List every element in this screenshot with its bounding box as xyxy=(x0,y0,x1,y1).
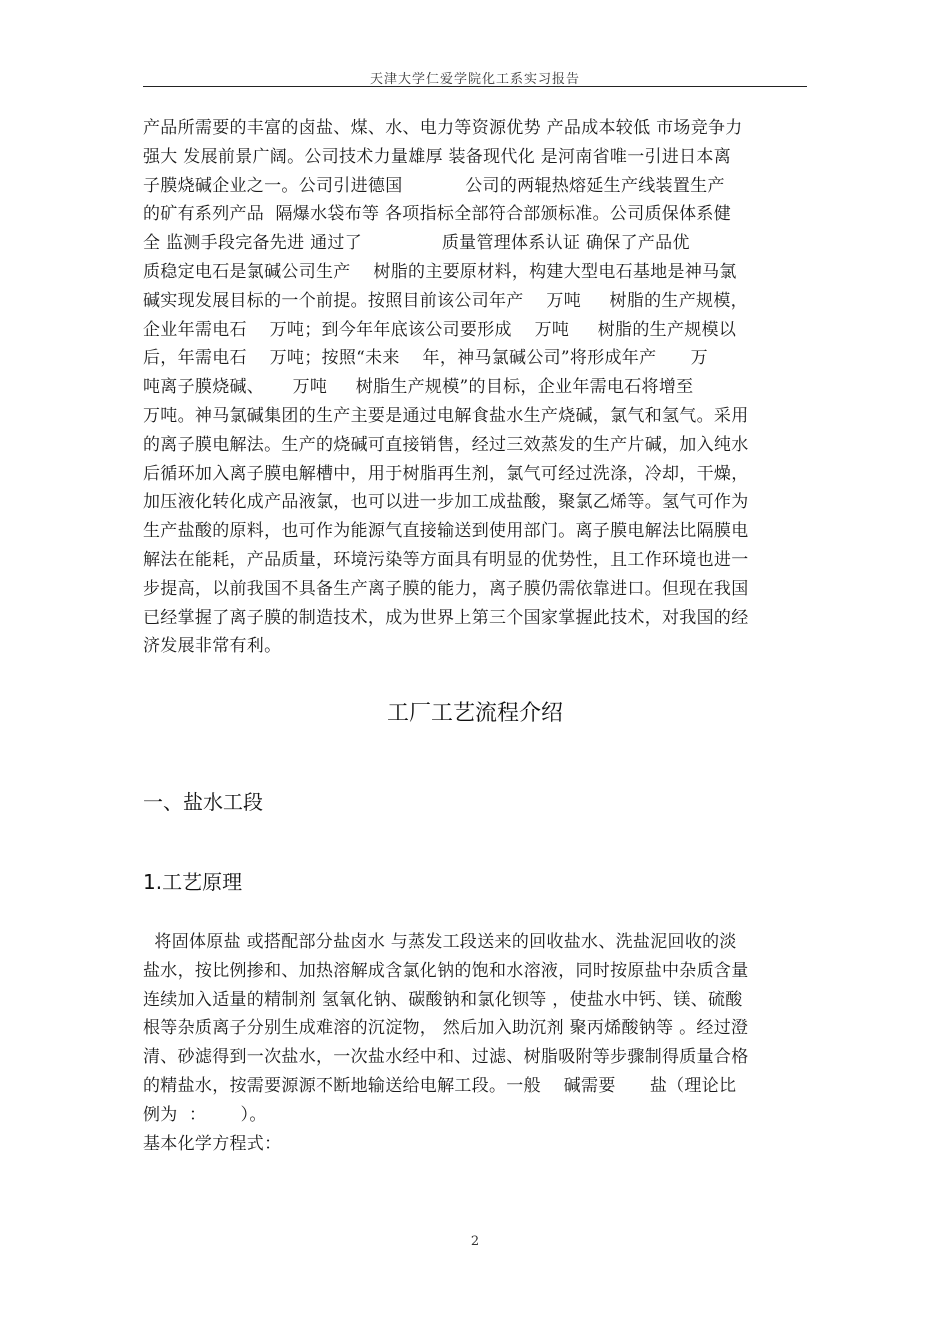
text-line: 连续加入适量的精制剂 氢氧化钠、碳酸钠和氯化钡等 ，使盐水中钙、镁、硫酸 xyxy=(143,989,743,1010)
text-line: 后，年需电石 万吨；按照“未来 年，神马氯碱公司”将形成年产 万 xyxy=(143,348,708,369)
text-line: 基本化学方程式： xyxy=(143,1133,282,1154)
text-line: 万吨。神马氯碱集团的生产主要是通过电解食盐水生产烧碱，氯气和氢气。采用 xyxy=(143,405,749,426)
text-line: 后循环加入离子膜电解槽中，用于树脂再生剂，氯气可经过洗涤，冷却，干燥， xyxy=(143,463,749,484)
text-line: 盐水，按比例掺和、加热溶解成含氯化钠的饱和水溶液，同时按原盐中杂质含量 xyxy=(143,960,749,981)
text-line: 产品所需要的丰富的卤盐、煤、水、电力等资源优势 产品成本较低 市场竞争力 xyxy=(143,118,743,138)
text-line: 吨离子膜烧碱、 万吨 树脂生产规模”的目标，企业年需电石将增至 xyxy=(143,377,694,398)
text-line: 将固体原盐 或搭配部分盐卤水 与蒸发工段送来的回收盐水、洗盐泥回收的淡 xyxy=(143,932,737,952)
text-line: 生产盐酸的原料，也可作为能源气直接输送到使用部门。离子膜电解法比隔膜电 xyxy=(143,521,749,542)
text-line: 清、砂滤得到一次盐水，一次盐水经中和、过滤、树脂吸附等步骤制得质量合格 xyxy=(143,1047,749,1068)
text-line: 的离子膜电解法。生产的烧碱可直接销售，经过三效蒸发的生产片碱，加入纯水 xyxy=(143,434,749,455)
page-header: 天津大学仁爱学院化工系实习报告 xyxy=(369,72,580,87)
section-heading-brine: 一、盐水工段 xyxy=(143,790,263,814)
text-line: 济发展非常有利。 xyxy=(143,636,282,657)
text-line: 企业年需电石 万吨；到今年年底该公司要形成 万吨 树脂的生产规模以 xyxy=(143,319,737,340)
text-line: 已经掌握了离子膜的制造技术，成为世界上第三个国家掌握此技术，对我国的经 xyxy=(143,607,749,628)
text-line: 质稳定电石是氯碱公司生产 树脂的主要原材料，构建大型电石基地是神马氯 xyxy=(143,261,737,282)
text-line: 的矿有系列产品 隔爆水袋布等 各项指标全部符合部颁标准。公司质保体系健 xyxy=(143,204,732,225)
text-line: 强大 发展前景广阔。公司技术力量雄厚 装备现代化 是河南省唯一引进日本离 xyxy=(143,146,732,167)
text-line: 加压液化转化成产品液氯，也可以进一步加工成盐酸，聚氯乙烯等。氢气可作为 xyxy=(143,492,749,513)
process-principle-paragraph xyxy=(143,928,807,1158)
text-line: 解法在能耗，产品质量，环境污染等方面具有明显的优势性，且工作环境也进一 xyxy=(143,549,749,570)
page-number: 2 xyxy=(470,1234,480,1249)
section-main-title: 工厂工艺流程介绍 xyxy=(386,701,563,726)
text-line: 碱实现发展目标的一个前提。按照目前该公司年产 万吨 树脂的生产规模， xyxy=(143,290,748,311)
text-line: 例为 ： ）。 xyxy=(143,1104,267,1125)
header-rule xyxy=(143,86,807,87)
text-line: 的精盐水，按需要源源不断地输送给电解工段。一般 碱需要 盐（理论比 xyxy=(143,1075,737,1096)
text-line: 子膜烧碱企业之一。公司引进德国 公司的两辊热熔延生产线装置生产 xyxy=(143,175,725,196)
text-line: 步提高，以前我国不具备生产离子膜的能力，离子膜仍需依靠进口。但现在我国 xyxy=(143,578,749,599)
section-heading-process-principle: 1.工艺原理 xyxy=(143,870,243,894)
company-intro-paragraph xyxy=(143,114,807,661)
text-line: 全 监测手段完备先进 通过了 质量管理体系认证 确保了产品优 xyxy=(143,233,690,254)
text-line: 根等杂质离子分别生成难溶的沉淀物， 然后加入助沉剂 聚丙烯酸钠等 。经过澄 xyxy=(143,1018,749,1039)
